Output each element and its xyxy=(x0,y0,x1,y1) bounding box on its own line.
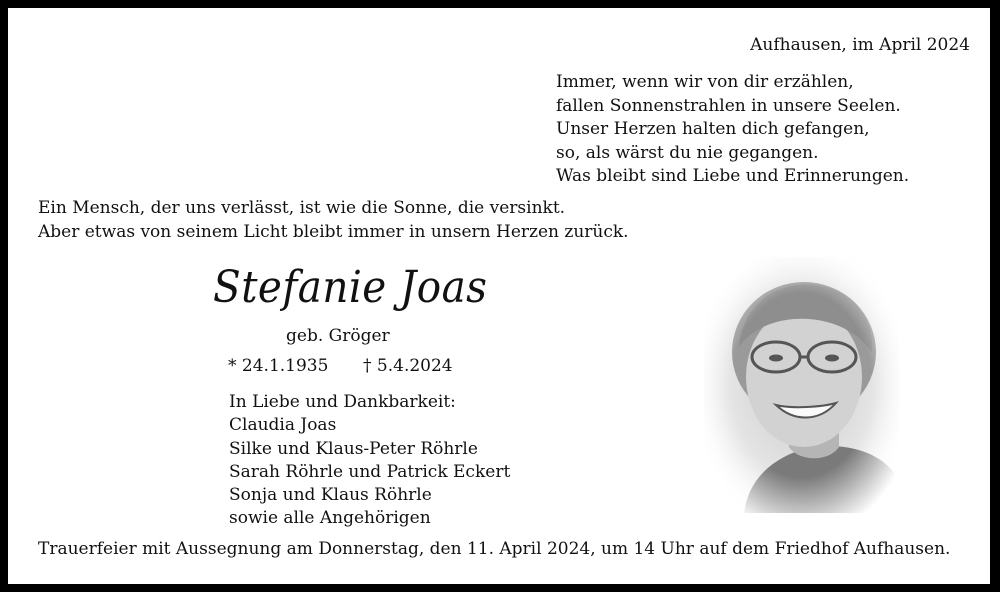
family-line: Claudia Joas xyxy=(229,415,337,436)
ceremony-info: Trauerfeier mit Aussegnung am Donnerstag, den 11. April 2024, um 14 Uhr auf dem Friedhof Aufhausen. xyxy=(38,539,951,559)
obituary-card xyxy=(8,8,990,584)
portrait-photo xyxy=(704,257,899,513)
poem-line: so, als wärst du nie gegangen. xyxy=(556,142,819,163)
place-date: Aufhausen, im April 2024 xyxy=(750,35,970,55)
family-line: Sarah Röhrle und Patrick Eckert xyxy=(229,461,511,482)
portrait-icon xyxy=(704,257,899,513)
death-date: † 5.4.2024 xyxy=(363,356,453,376)
poem xyxy=(556,71,909,189)
family-line: sowie alle Angehörigen xyxy=(229,508,431,529)
poem-line: Immer, wenn wir von dir erzählen, xyxy=(556,72,854,92)
poem-line: Was bleibt sind Liebe und Erinnerungen. xyxy=(556,166,910,186)
family-line: Sonja und Klaus Röhrle xyxy=(229,485,432,506)
family-line: Silke und Klaus-Peter Röhrle xyxy=(229,438,478,459)
poem-line: fallen Sonnenstrahlen in unsere Seelen. xyxy=(556,95,901,116)
family-line: In Liebe und Dankbarkeit: xyxy=(229,392,456,412)
quote xyxy=(38,197,629,244)
birth-date: * 24.1.1935 xyxy=(228,356,329,376)
maiden-name: geb. Gröger xyxy=(286,326,390,346)
poem-line: Unser Herzen halten dich gefangen, xyxy=(556,119,870,139)
family-list xyxy=(229,391,510,531)
quote-line: Aber etwas von seinem Licht bleibt immer in unsern Herzen zurück. xyxy=(38,221,629,242)
quote-line: Ein Mensch, der uns verlässt, ist wie die Sonne, die versinkt. xyxy=(38,198,566,218)
deceased-name: Stefanie Joas xyxy=(213,262,488,313)
